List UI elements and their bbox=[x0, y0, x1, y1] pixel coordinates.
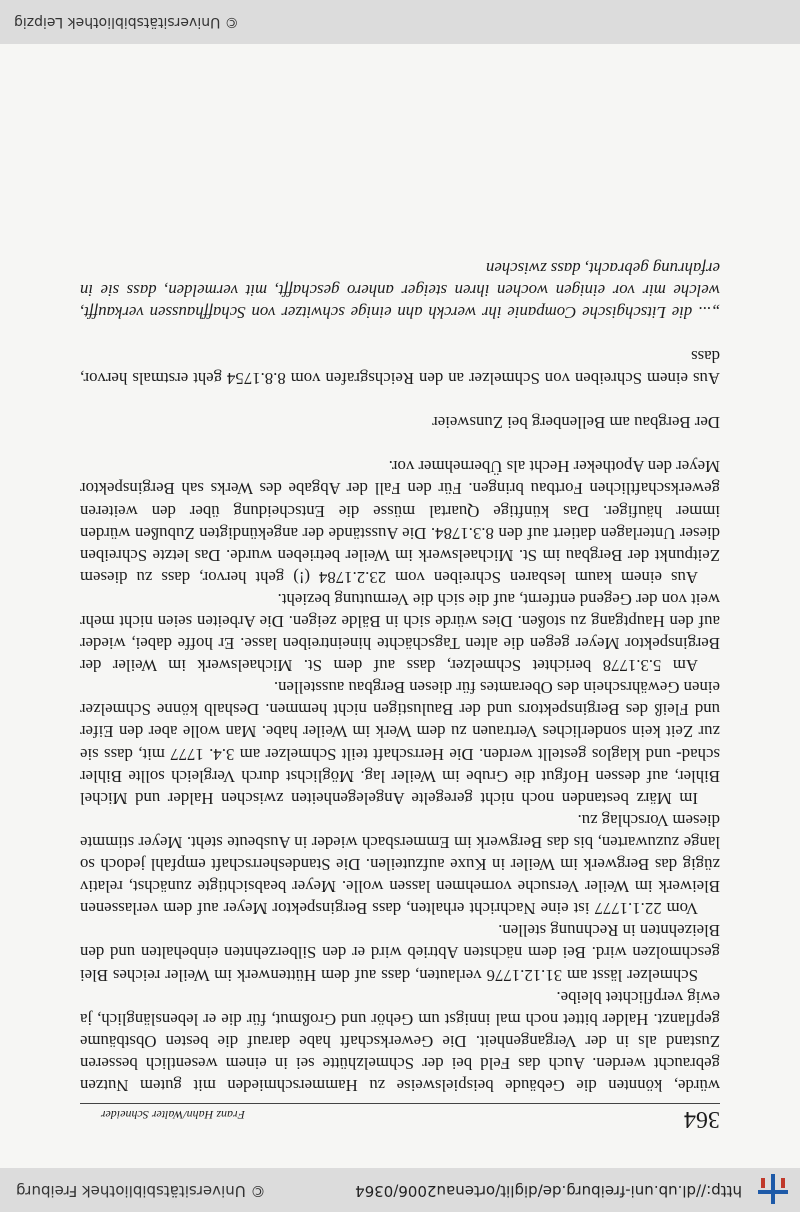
section-heading: Der Bergbau am Bellenberg bei Zunsweier bbox=[432, 413, 720, 433]
page-number: 364 bbox=[684, 1106, 720, 1132]
paragraph: Am 5.3.1778 berichtet Schmelzer, dass auf dem St. Michaelswerk im Weiler der Berginspektor Meyer gegen die alten Tagschächte hineintreiben lasse. Er hoffe dabei, wieder auf den Hauptgang zu stoßen. Dies würde sich in Bälde zeigen. Die Arbeiten seien nicht mehr weit von der Gegend entfernt, auf die sich die Vermutung bezieht. bbox=[80, 589, 720, 676]
quotation: „... die Litschgische Companie ihr werckh ahn einige schwitzer von Schaffhaussen verkaufft, welche mir vor einigen wochen ihren steiger anhero geschafft, mit vermelden, dass sie in erfahrung gebracht, dass zwischen bbox=[80, 258, 720, 322]
viewer-footer bbox=[0, 0, 800, 44]
page-body bbox=[80, 257, 720, 1096]
paragraph: würde, könnten die Gebäude beispielsweise zu Hammerschmieden mit gutem Nutzen gebraucht werden. Auch das Feld bei der Schmelzhütte sei in einem wesentlich besseren Zustand als in der Vergangenheit. Die Gewerkschaft habe darauf die besten Obstbäume gepflanzt. Halder bittet noch mal innigst um Gehör und Großmut, für die er lebenslänglich, ja ewig verpflichtet bleibe. bbox=[80, 987, 720, 1095]
book-page bbox=[0, 44, 800, 1168]
library-logo-icon bbox=[756, 1172, 790, 1206]
paragraph: Aus einem Schreiben von Schmelzer an den Reichsgrafen vom 8.8.1754 geht erstmals hervor, dass bbox=[80, 347, 720, 389]
paragraph: Vom 22.1.1777 ist eine Nachricht erhalten, dass Berginspektor Meyer auf dem verlassenen Bleiwerk im Weiler Versuche vornehmen lassen wolle. Meyer beabsichtigte zunächst, relativ zügig das Bergwerk im Weiler in Kuxe aufzuteilen. Die Standesherrschaft empfahl jedoch so lange zuzuwarten, bis das Bergwerk im Emmersbach wieder in Ausbeute steht. Meyer stimmte diesem Vorschlag zu. bbox=[80, 810, 720, 919]
paragraph: Im März bestanden noch nicht geregelte Angelegenheiten zwischen Halder und Michel Bihler, auf dessen Hofgut die Grube im Weiler lag. Möglichst durch Vergleich sollte Bihler schad- und klaglos gestellt werden. Die Herrschaft teilt Schmelzer am 3.4. 1777 mit, dass sie zur Zeit kein sonderliches Vertrauen zu dem Werk im Weiler habe. Man wolle aber den Eifer und Fleiß des Berginspektors und der Baulustigen nicht hemmen. Deshalb könne Schmelzer einen Gewährschein des Oberamtes für diesen Bergbau ausstellen. bbox=[80, 678, 720, 808]
running-head: Franz Hahn/Walter Schneider bbox=[100, 1108, 245, 1122]
document-url[interactable]: http://dl.ub.uni-freiburg.de/diglit/ortenau2006/0364 bbox=[355, 1182, 742, 1200]
header-rule bbox=[80, 1103, 720, 1104]
paragraph: Aus einem kaum lesbaren Schreiben vom 23.2.1784 (!) geht hervor, dass zu diesem Zeitpunkt der Bergbau im St. Michaelswerk im Weiler betrieben wurde. Das letzte Schreiben dieser Unterlagen datiert auf den 8.3.1784. Die Ausstände der angekündigten Zubußen würden immer häufiger. Das künftige Quartal müsse die Entscheidung über den weiteren gewerkschaftlichen Fortbau bringen. Für den Fall der Abgabe des Werks sah Berginspektor Meyer den Apotheker Hecht als Übernehmer vor. bbox=[80, 457, 720, 587]
copyright-credit: © Universitätsbibliothek Freiburg bbox=[16, 1182, 266, 1200]
paragraph: Schmelzer lässt am 31.12.1776 verlauten, dass auf dem Hüttenwerk im Weiler reiches Blei geschmolzen wird. Bei dem nächsten Abtrieb wird er den Silberzehnten einbehalten und den Bleizehnten in Rechnung stellen. bbox=[80, 921, 720, 985]
viewer-header bbox=[0, 1168, 800, 1212]
copyright-credit-footer: © Universitätsbibliothek Leipzig bbox=[14, 14, 239, 30]
